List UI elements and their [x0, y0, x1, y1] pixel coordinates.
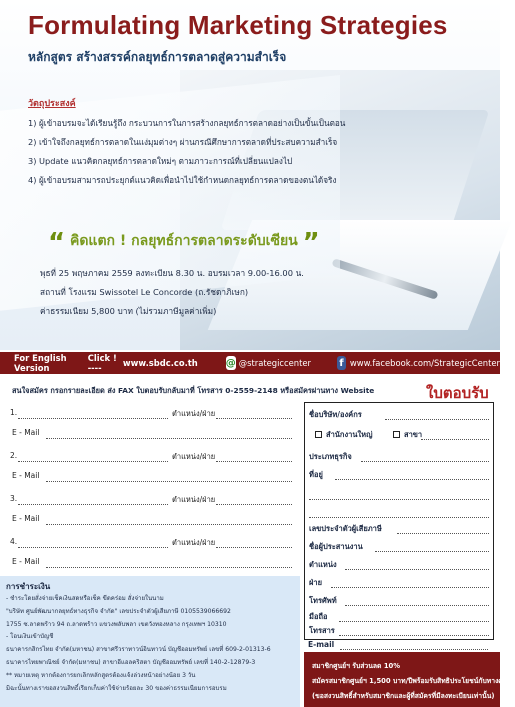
event-details: [40, 264, 304, 340]
objectives-list: [28, 114, 368, 190]
objective-item: 1) ผู้เข้าอบรมจะได้เรียนรู้ถึง กระบวนการในการสร้างกลยุทธ์การตลาดอย่างเป็นขั้นเป็นตอน: [28, 118, 346, 128]
position-label: ตำแหน่ง/ฝ่าย: [172, 409, 216, 418]
hq-label: สำนักงานใหญ่: [326, 430, 373, 439]
position-label: ตำแหน่ง/ฝ่าย: [172, 495, 216, 504]
email-field[interactable]: [46, 481, 292, 482]
position-field[interactable]: [216, 504, 292, 505]
branch-checkbox[interactable]: [393, 431, 400, 438]
fax-field[interactable]: [339, 635, 489, 636]
email-label: E - Mail: [12, 557, 40, 566]
payment-line: มิฉะนั้นทางเราขอสงวนสิทธิ์เรียกเก็บค่าใช้จ่ายร้อยละ 30 ของค่าธรรมเนียมการอบรม: [6, 684, 227, 692]
payment-line: ** หมายเหตุ หากต้องการยกเลิกหลักสูตรต้องแจ้งล่วงหน้าอย่างน้อย 3 วัน: [6, 671, 196, 679]
email-field[interactable]: [46, 438, 292, 439]
objective-item: 2) เข้าใจถึงกลยุทธ์การตลาดในแง่มุมต่างๆ ผ่านกรณีศึกษาการตลาดที่ประสบความสำเร็จ: [28, 137, 338, 147]
click-label: Click ! ----: [87, 353, 117, 373]
business-type-field[interactable]: [361, 461, 489, 462]
email-label: E - Mail: [12, 471, 40, 480]
coordinator-position-field[interactable]: [345, 569, 489, 570]
business-type-label: ประเภทธุรกิจ: [309, 452, 352, 461]
slogan-text: คิดแตก ! กลยุทธ์การตลาดระดับเซียน: [69, 233, 298, 249]
address-field-3[interactable]: [309, 517, 489, 518]
attendee-fields: [6, 402, 294, 572]
company-name-label: ชื่อบริษัท/องค์กร: [309, 410, 362, 419]
coordinator-field[interactable]: [375, 551, 489, 552]
fax-label: โทรสาร: [309, 626, 335, 635]
objective-item: 3) Update แนวคิดกลยุทธ์การตลาดใหม่ๆ ตามภาวะการณ์ที่เปลี่ยนแปลงไป: [28, 156, 293, 166]
course-subtitle: หลักสูตร สร้างสรรค์กลยุทธ์การตลาดสู่ความสำเร็จ: [28, 50, 287, 64]
hq-option: [315, 429, 372, 441]
phone-field[interactable]: [345, 605, 489, 606]
email-field[interactable]: [46, 567, 292, 568]
company-info-box: [304, 402, 494, 640]
department-field[interactable]: [331, 587, 489, 588]
at-icon: @: [225, 357, 236, 369]
attendee-name-field[interactable]: [18, 547, 168, 548]
coordinator-position-label: ตำแหน่ง: [309, 560, 337, 569]
objective-item: 4) ผู้เข้าอบรมสามารถประยุกต์แนวคิดเพื่อนำไปใช้กำหนดกลยุทธ์การตลาดของตนได้จริง: [28, 175, 337, 185]
branch-label: สาขา: [404, 430, 423, 439]
payment-info: [0, 576, 300, 707]
facebook-icon: f: [337, 356, 346, 370]
hq-checkbox[interactable]: [315, 431, 322, 438]
position-field[interactable]: [216, 418, 292, 419]
company-name-field[interactable]: [385, 419, 489, 420]
event-venue: สถานที่ โรงแรม Swissotel Le Concorde (ถ.รัชดาภิเษก): [40, 287, 249, 297]
attendee-number: 3.: [10, 494, 18, 503]
position-label: ตำแหน่ง/ฝ่าย: [172, 538, 216, 547]
english-version-label: For English Version: [14, 353, 67, 373]
contact-bar: [0, 352, 500, 374]
payment-line: ธนาคารไทยพาณิชย์ จำกัด(มหาชน) สาขาอีแอลคริสตา บัญชีออมทรัพย์ เลขที่ 140-2-12879-3: [6, 658, 256, 666]
attendee-name-field[interactable]: [18, 504, 168, 505]
close-quote: ”: [302, 228, 320, 258]
address-field-2[interactable]: [309, 499, 489, 500]
payment-line: - ชำระโดยสั่งจ่ายเช็คเงินสดหรือเช็ค ขีดคร่อม สั่งจ่ายในนาม: [6, 595, 164, 602]
position-field[interactable]: [216, 461, 292, 462]
coordinator-label: ชื่อผู้ประสานงาน: [309, 542, 363, 551]
attendee-row: [6, 531, 294, 574]
attendee-row: [6, 488, 294, 531]
membership-line: สมัครสมาชิกศูนย์ฯ 1,500 บาท/ปีพร้อมรับสิทธิประโยชน์กับทางศูนย์ฯ: [312, 677, 515, 685]
phone-label: โทรศัพท์: [309, 596, 337, 605]
tax-id-label: เลขประจำตัวผู้เสียภาษี: [309, 524, 382, 533]
reply-form-title: ใบตอบรับ: [426, 384, 489, 402]
attendee-row: [6, 445, 294, 488]
facebook-link[interactable]: www.facebook.com/StrategicCenter: [349, 358, 500, 368]
hero-section: [0, 0, 500, 350]
payment-heading: การชำระเงิน: [6, 582, 51, 591]
attendee-number: 1.: [10, 408, 18, 417]
open-quote: “: [48, 228, 66, 258]
attendee-name-field[interactable]: [18, 461, 168, 462]
position-label: ตำแหน่ง/ฝ่าย: [172, 452, 216, 461]
attendee-name-field[interactable]: [18, 418, 168, 419]
position-field[interactable]: [216, 547, 292, 548]
email-field[interactable]: [46, 524, 292, 525]
branch-field[interactable]: [421, 439, 489, 440]
email-label: E - Mail: [12, 514, 40, 523]
tax-id-field[interactable]: [397, 533, 489, 534]
attendee-number: 2.: [10, 451, 18, 460]
event-date: พุธที่ 25 พฤษภาคม 2559 ลงทะเบียน 8.30 น. อบรมเวลา 9.00-16.00 น.: [40, 268, 304, 278]
registration-instructions: สนใจสมัคร กรอกรายละเอียด ส่ง FAX ใบตอบรับกลับมาที่ โทรสาร 0-2559-2148 หรือสมัครผ่านทาง Website: [12, 386, 375, 395]
mobile-label: มือถือ: [309, 612, 328, 621]
mobile-field[interactable]: [339, 621, 489, 622]
email-contact-label: E-mail: [308, 640, 335, 649]
objectives-heading: วัตถุประสงค์: [28, 99, 76, 109]
email-label: E - Mail: [12, 428, 40, 437]
address-field[interactable]: [335, 479, 489, 480]
email-contact-field[interactable]: [340, 649, 488, 650]
page-title: Formulating Marketing Strategies: [28, 10, 448, 40]
website-link[interactable]: www.sbdc.co.th: [122, 358, 198, 368]
membership-line: สมาชิกศูนย์ฯ รับส่วนลด 10%: [312, 662, 401, 670]
payment-line: "บริษัท ศูนย์พัฒนากลยุทธ์ทางธุรกิจ จำกัด" เลขประจำตัวผู้เสียภาษี 0105539066692: [6, 607, 231, 615]
slogan: [48, 228, 320, 258]
membership-line: (ขอสงวนสิทธิ์สำหรับสมาชิกและผู้ที่สมัครที่มีลงทะเบียนเท่านั้น): [312, 692, 495, 700]
membership-info: [304, 652, 515, 707]
payment-line: 1755 ซ.ลาดพร้าว 94 ถ.ลาดพร้าว แขวงพลับพลา เขตวังทองหลาง กรุงเทพฯ 10310: [6, 620, 227, 628]
address-label: ที่อยู่: [309, 470, 323, 479]
twitter-link[interactable]: @strategiccenter: [238, 358, 311, 368]
event-fee: ค่าธรรมเนียม 5,800 บาท (ไม่รวมภาษีมูลค่าเพิ่ม): [40, 306, 217, 316]
payment-line: - โอนเงินเข้าบัญชี: [6, 633, 54, 641]
attendee-row: [6, 402, 294, 445]
department-label: ฝ่าย: [309, 578, 323, 587]
branch-option: [393, 429, 422, 441]
payment-line: ธนาคารกสิกรไทย จำกัด(มหาชน) สาขาศรีวราทาวน์อินทาวน์ บัญชีออมทรัพย์ เลขที่ 609-2-01313-6: [6, 646, 271, 654]
attendee-number: 4.: [10, 537, 18, 546]
